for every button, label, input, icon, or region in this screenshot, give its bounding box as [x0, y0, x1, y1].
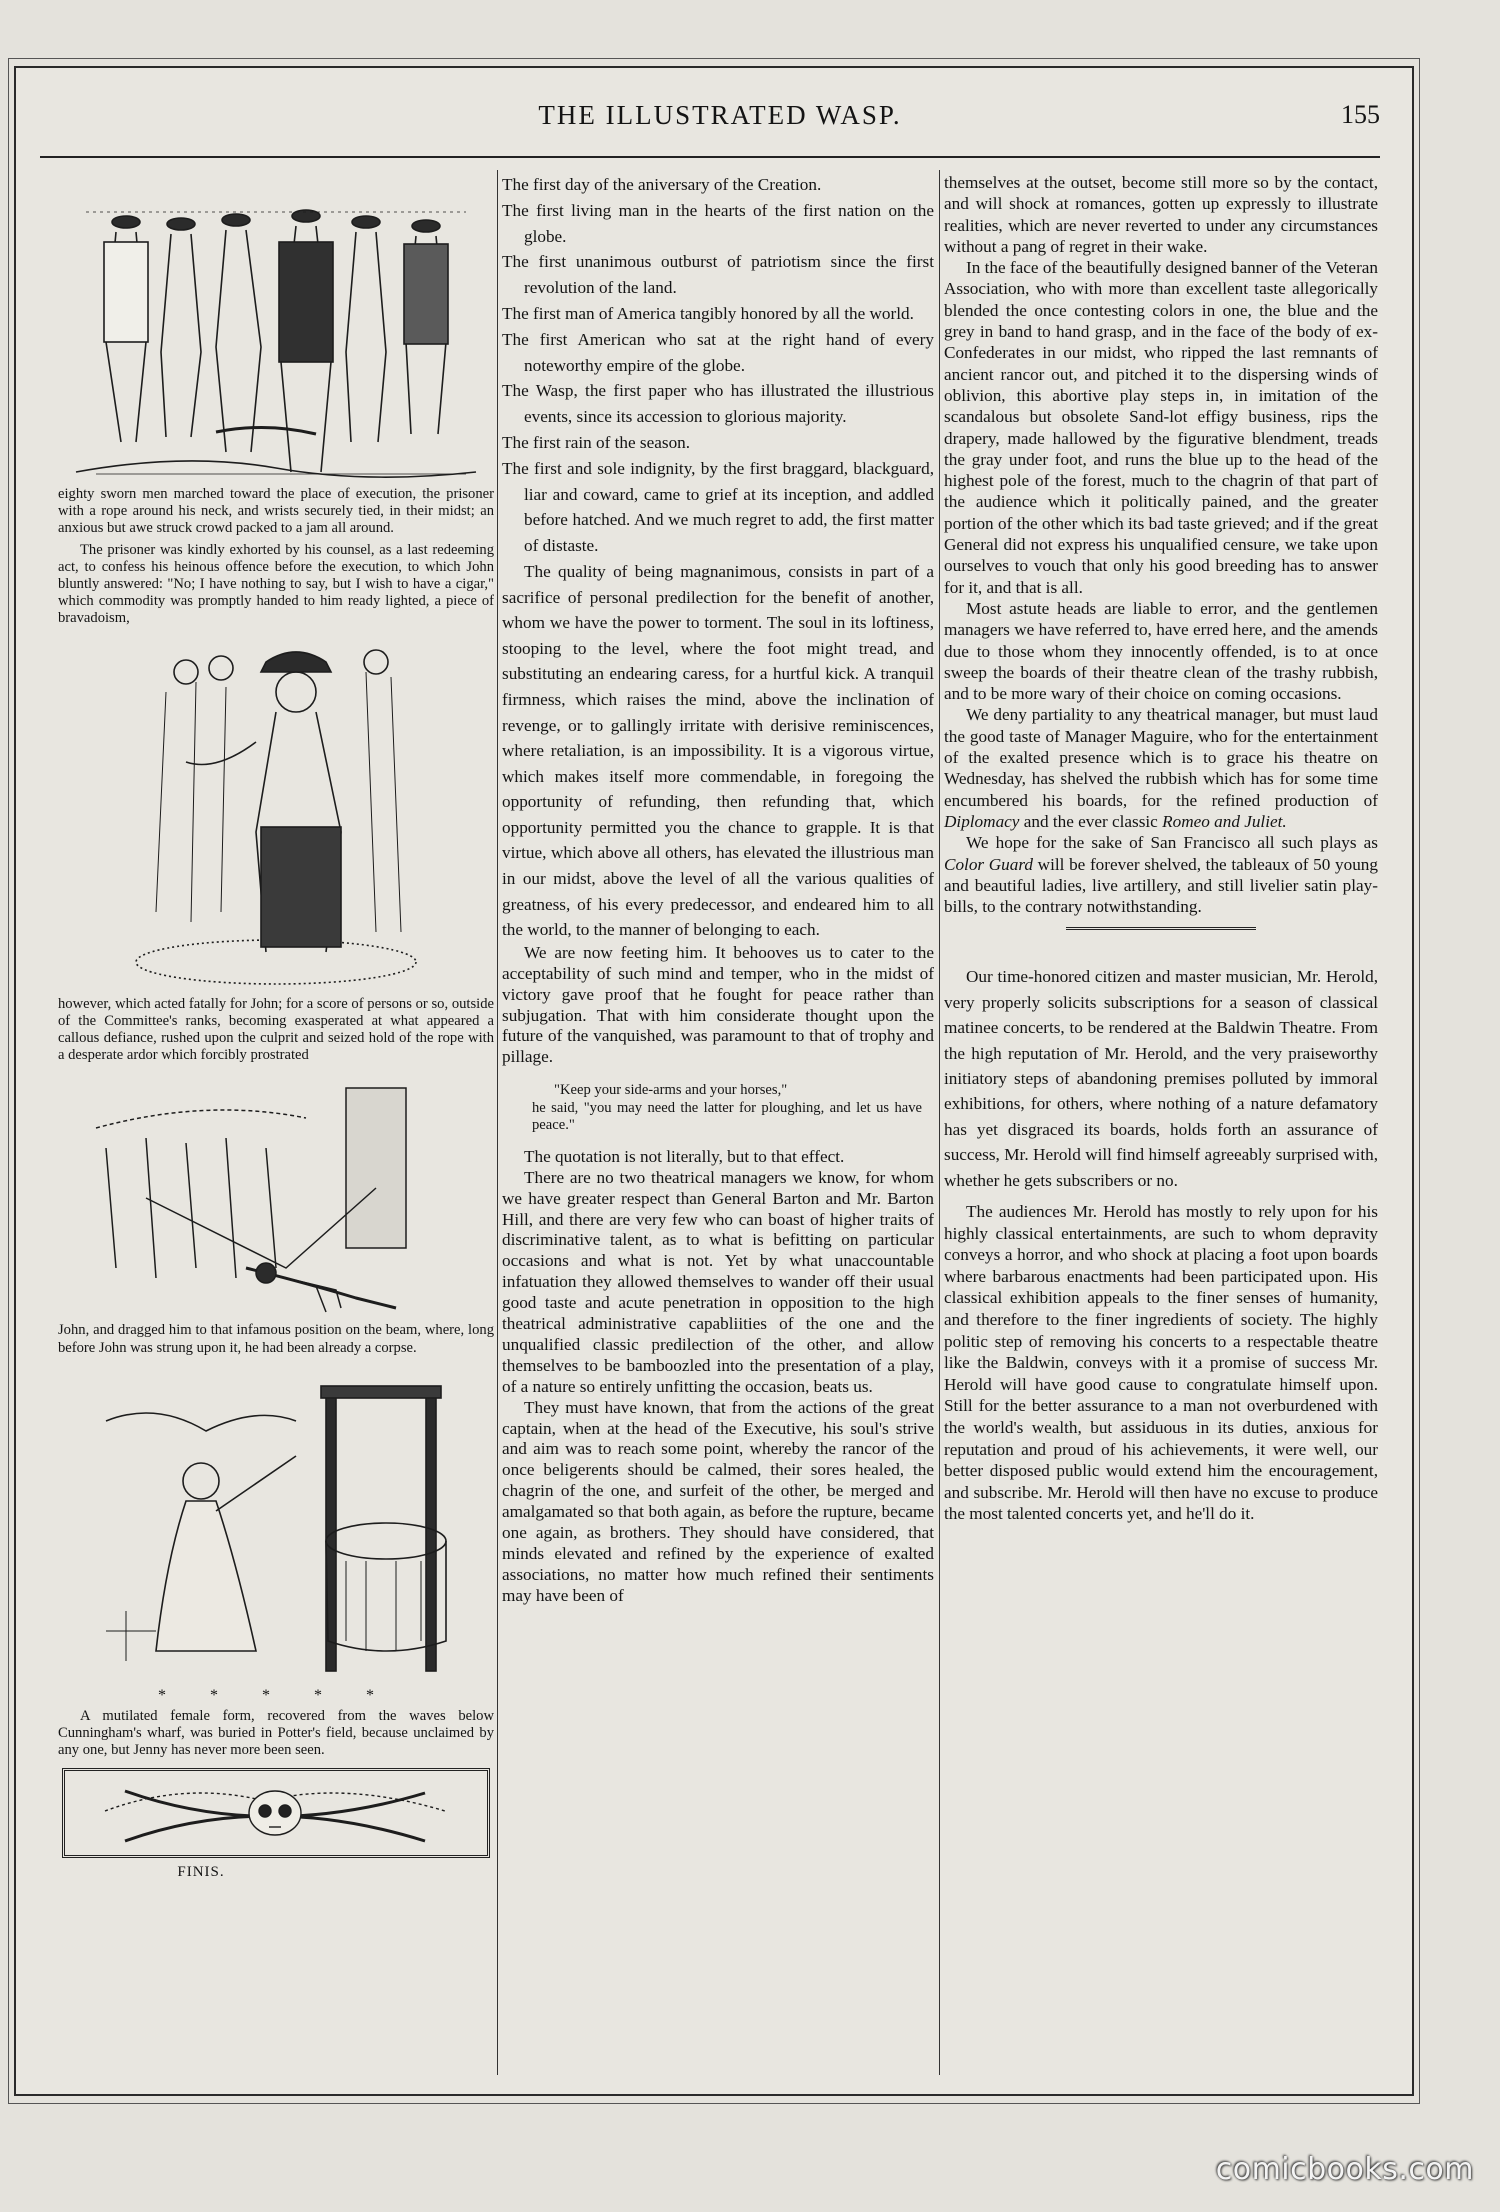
caption-crowd-rushes: however, which acted fatally for John; for a score of persons or so, outside of the Committee's ranks, becoming exasperated at what appeared a callous defiance, rushed upon the culprit and seized hold of the rope with a desperate ardor which forcibly prostrated: [58, 995, 494, 1064]
quote-line: "Keep your side-arms and your horses,": [554, 1082, 788, 1099]
masthead-title: THE ILLUSTRATED WASP.: [538, 100, 902, 130]
first-list-item: The first unanimous outburst of patriotism since the first revolution of the land.: [502, 252, 934, 298]
crowd-marching-illustration: [66, 172, 486, 482]
play-title-romeo: Romeo and Juliet.: [1162, 811, 1287, 831]
finis-label: FINIS.: [177, 1863, 225, 1880]
prisoner-smoking-illustration: [126, 632, 426, 992]
finis-ornament: [62, 1768, 490, 1858]
play-title-diplomacy: Diplomacy: [944, 811, 1020, 831]
maguire-text: We deny partiality to any theatrical manager, but must laud the good taste of Manager Maguire, who for the entertainment of the exalted presence which is to grace his theatre on Wednesday, has shelved the rubbish which has for some time encumbered his boards, for the refined production of: [944, 705, 1378, 810]
color-guard-paragraph: [944, 832, 1378, 917]
astute-heads-paragraph: Most astute heads are liable to error, and the gentlemen managers we have referred to, have erred here, and the amends due to those whom they innocently offended, is to at once sweep the boards of their theatre clean of the trashy rubbish, and to be more wary of their choice on coming occasions.: [944, 598, 1378, 704]
veteran-banner-paragraph: In the face of the beautifully designed banner of the Veteran Association, who with more than excellent taste allegorically blended the once contesting colors in one, the blue and the grey in band to hand grasp, and in the face of the body of ex-Confederates in our midst, who ripped the last remnants of ancient rancor out, and pitched it to the dispersing winds of oblivion, this abortive play steps in, in imitation of the scandalous but obsolete Sand-lot effigy business, rips the drapery, made hallowed by the figurative blendment, treads the gray under foot, and runs the blue up to the head of the highest pole of the forest, much to the chagrin of that part of the audience which it politically pained, and the greater portion of the other which its bad taste grieved; and if the great General did not express his unqualified censure, we take upon ourselves to vouch that only his good breeding has to answer for it, and that is all.: [944, 258, 1379, 597]
quotation-note: The quotation is not literally, but to that effect.: [524, 1146, 845, 1166]
quote-line: he said, "you may need the latter for ploughing, and let us have peace.": [532, 1099, 922, 1134]
hanging-drag-illustration: [86, 1068, 466, 1318]
header-rule: [40, 156, 1380, 158]
section-stars: * * * * *: [158, 1686, 394, 1704]
herold-paragraph: Our time-honored citizen and master musician, Mr. Herold, very properly solicits subscriptions for a season of classical matinee concerts, to be rendered at the Baldwin Theatre. From the high reputation of Mr. Herold, and the very praiseworthy initiatory steps of abandoning premises polluted by immoral exhibitions, for others, where nothing of a nature defamatory has yet disgraced its boards, holds forth an assurance of success, Mr. Herold will find himself agreeably surprised with, whether he gets subscribers or no.: [944, 967, 1378, 1190]
color-guard-text: will be forever shelved, the tableaux of 50 young and beautiful ladies, live artillery, and still livelier satin play-bills, to the contrary notwithstanding.: [944, 854, 1378, 917]
maguire-text: and the ever classic: [1019, 811, 1163, 831]
woman-and-well-illustration: [96, 1361, 456, 1681]
caption-corpse: John, and dragged him to that infamous position on the beam, where, long before John was strung upon it, he had been already a corpse.: [58, 1322, 494, 1356]
first-list-item: The first American who sat at the right hand of every noteworthy empire of the globe.: [502, 329, 934, 375]
caption-confession: The prisoner was kindly exhorted by his counsel, as a last redeeming act, to confess his heinous offence before the execution, to which John bluntly answered: "No; I have nothing to say, but I wish to have a cigar," which commodity was promptly handed to him ready lighted, a piece of bravadoism,: [58, 541, 494, 627]
source-watermark: comicbooks.com: [1215, 2152, 1474, 2187]
caption-mutilated-form: A mutilated female form, recovered from the waves below Cunningham's wharf, was buried in Potter's field, because unclaimed by any one, but Jenny has never more been seen.: [58, 1708, 494, 1759]
editorial-column-right: [944, 172, 1378, 1525]
first-list-item: The first rain of the season.: [502, 432, 691, 452]
column-divider: [939, 170, 940, 2075]
caption-march: eighty sworn men marched toward the place of execution, the prisoner with a rope around his neck, and wrists securely tied, in their midst; an anxious but awe struck crowd packed to a jam all around.: [58, 486, 494, 537]
first-list-item: The first living man in the hearts of the first nation on the globe.: [502, 200, 934, 246]
first-list-item: The first and sole indignity, by the first braggard, blackguard, liar and coward, came to grief at its inception, and addled before hatched. And we much regret to add, the first matter of distaste.: [502, 458, 934, 556]
magnanimity-paragraph: The quality of being magnanimous, consists in part of a sacrifice of personal predilection for the benefit of another, whom we have the power to torment. The soul in its loftiness, stooping to the level, where the foot might tread, and substituting an endearing caress, for a hurtful kick. A tranquil firmness, which raises the mind, above the inclination of revenge, or to gallingly irritate with derisive reminiscences, where retaliation, is an impossibility. It is a vigorous virtue, which makes itself more commendable, in foregoing the opportunity of refunding, then refunding that, which opportunity permitted you the chance to grapple. It is that virtue, which above all others, has elevated the illustrious man in our midst, above the level of all the various qualities of greatness, of his every predecessor, and endeared him to all the world, to the manner of belonging to each.: [502, 561, 934, 940]
play-title-color-guard: Color Guard: [944, 854, 1034, 874]
skull-crossbones-icon: [65, 1771, 485, 1855]
first-list-item: The first man of America tangibly honored by all the world.: [502, 303, 914, 323]
first-list-item: The Wasp, the first paper who has illustrated the illustrious events, since its accession to glorious majority.: [502, 381, 934, 427]
managers-paragraph: There are no two theatrical managers we know, for whom we have greater respect than General Barton and Mr. Barton Hill, and there are very few who can boast of higher traits of discriminative talent, as to what is befitting on particular occasions and what is not. Yet by what unaccountable infatuation they allowed themselves to wander off their usual good taste and acute penetration in opposition to the high theatrical administrative capabliities of the one and the unqualified classic predilection of the other, and allow themselves to be bamboozled into the presentation of a play, of a nature so entirely unfitting the occasion, beats us.: [502, 1167, 934, 1396]
illustrated-column: [58, 172, 494, 1881]
great-captain-paragraph: They must have known, that from the actions of the great captain, when at the head of the Executive, his soul's strive and aim was to reach some point, whereby the rancor of the once beligerents should be calmed, their sores healed, the chagrin of the one, and surfeit of the other, be merged and amalgamated so that both again, as before the rupture, became one again, as brothers. They should have considered, that minds elevated and refined by the experience of exalted associations, no matter how much refined their sentiments may have been of: [502, 1397, 934, 1605]
color-guard-text: We hope for the sake of San Francisco all such plays as: [966, 833, 1378, 853]
editorial-column-center: [502, 172, 934, 1607]
first-list-item: The first day of the aniversary of the Creation.: [502, 175, 822, 194]
continuation-paragraph: themselves at the outset, become still more so by the contact, and will shock at romances, gotten up expressly to illustrate realities, which are never reverted to under any circumstances without a pang of regret in their wake.: [944, 173, 1378, 256]
herold-audience-paragraph: The audiences Mr. Herold has mostly to rely upon for his highly classical entertainments, are such to whom depravity conveys a horror, and who shock at placing a foot upon boards where barbarous enactments had been participated upon. His classical exhibition appeals to the finer senses of humanity, and therefore to the finer ingredients of society. The highly politic step of removing his concerts to a respectable theatre like the Baldwin, conveys with it a promise of success Mr. Herold will have good cause to congratulate himself upon. Still for the better assurance to a man not overburdened with the world's wealth, but assiduous in its duties, anxious for reputation and proud of his achievements, it were well, our better disposed public would extend him the encouragement, and subscribe. Mr. Herold will then have no excuse to produce the most talented concerts yet, and he'll do it.: [944, 1202, 1378, 1524]
page-header: [60, 96, 1380, 146]
page-number: 155: [1341, 100, 1380, 129]
maguire-paragraph: [944, 704, 1378, 832]
column-divider: [497, 170, 498, 2075]
grant-quote: [532, 1082, 922, 1135]
section-rule: [1066, 927, 1256, 930]
feeting-paragraph: We are now feeting him. It behooves us to cater to the acceptability of such mind and temper, who in the midst of victory gave proof that he fought for peace rather than subjugation. That with him considerate thought upon the future of the vanquished, was paramount to that of trophy and pillage.: [502, 942, 934, 1067]
